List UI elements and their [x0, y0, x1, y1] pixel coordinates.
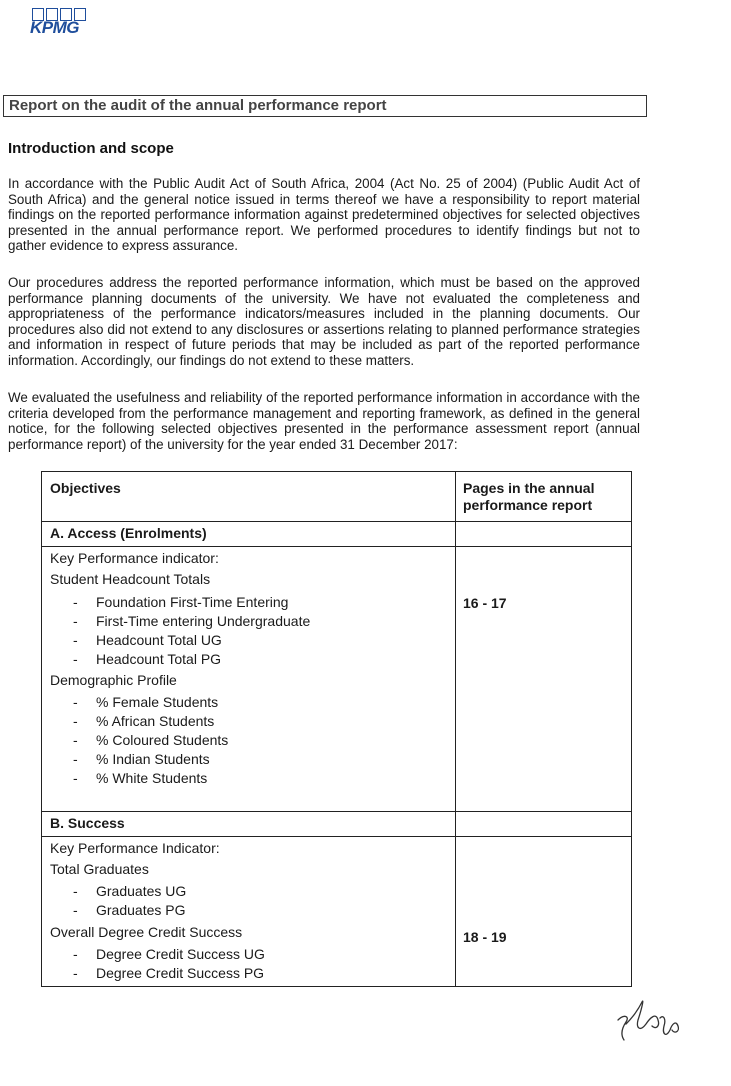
- logo-wordmark: KPMG: [30, 18, 79, 37]
- list-item: Graduates UG: [96, 883, 187, 899]
- paragraph-2: Our procedures address the reported performance information, which must be based on the approved performance planning documents of the university. We have not evaluated the completeness and appropriateness of the performance indicators/measures included in the planning documents. Our procedures also did not extend to any disclosures or assertions relating to planned performance strategies and information in respect of future periods that may be included as part of the reported performance information. Accordingly, our findings do not extend to these matters.: [8, 275, 640, 368]
- list-item: Degree Credit Success PG: [96, 965, 265, 981]
- list-item: % Coloured Students: [96, 732, 229, 748]
- list-item: % White Students: [96, 770, 208, 786]
- kpmg-logo: [30, 6, 90, 37]
- bullet: -: [73, 751, 78, 767]
- row-divider: [42, 811, 631, 812]
- list-item: First-Time entering Undergraduate: [96, 613, 311, 629]
- list-item: Headcount Total PG: [96, 651, 222, 667]
- section-a-group1-title: Student Headcount Totals: [50, 571, 211, 587]
- section-b-group1-title: Total Graduates: [50, 861, 149, 877]
- header-pages-line1: Pages in the annual: [463, 480, 595, 496]
- bullet: -: [73, 902, 78, 918]
- bullet: -: [73, 713, 78, 729]
- bullet: -: [73, 732, 78, 748]
- list-item: Degree Credit Success UG: [96, 946, 265, 962]
- row-divider: [42, 521, 631, 522]
- row-divider: [42, 836, 631, 837]
- bullet: -: [73, 651, 78, 667]
- signature: [612, 990, 692, 1050]
- row-divider: [42, 546, 631, 547]
- section-a-kpi-label: Key Performance indicator:: [50, 550, 219, 566]
- header-pages: [463, 480, 594, 514]
- paragraph-1: In accordance with the Public Audit Act of South Africa, 2004 (Act No. 25 of 2004) (Public Audit Act of South Africa) and the general notice issued in terms thereof we have a responsibility to report material findings on the reported performance information against predetermined objectives for selected objectives presented in the annual performance report. We performed procedures to identify findings but not to gather evidence to express assurance.: [8, 176, 640, 254]
- bullet: -: [73, 965, 78, 981]
- objectives-table: [41, 471, 632, 987]
- bullet: -: [73, 694, 78, 710]
- bullet: -: [73, 946, 78, 962]
- section-b-group2-title: Overall Degree Credit Success: [50, 924, 243, 940]
- list-item: % African Students: [96, 713, 215, 729]
- bullet: -: [73, 594, 78, 610]
- section-b-title: B. Success: [50, 815, 125, 831]
- bullet: -: [73, 883, 78, 899]
- section-a-pages: 16 - 17: [463, 595, 507, 611]
- bullet: -: [73, 632, 78, 648]
- header-pages-line2: performance report: [463, 497, 593, 513]
- report-title: Report on the audit of the annual performance report: [3, 95, 647, 117]
- section-b-kpi-label: Key Performance Indicator:: [50, 840, 220, 856]
- section-b-pages: 18 - 19: [463, 929, 507, 945]
- header-objectives: Objectives: [50, 480, 121, 496]
- section-heading: Introduction and scope: [8, 140, 174, 157]
- list-item: % Female Students: [96, 694, 219, 710]
- list-item: Headcount Total UG: [96, 632, 222, 648]
- list-item: Foundation First-Time Entering: [96, 594, 289, 610]
- list-item: % Indian Students: [96, 751, 210, 767]
- bullet: -: [73, 613, 78, 629]
- list-item: Graduates PG: [96, 902, 186, 918]
- paragraph-3: We evaluated the usefulness and reliability of the reported performance information in accordance with the criteria developed from the performance management and reporting framework, as defined in the general notice, for the following selected objectives presented in the performance assessment report (annual performance report) of the university for the year ended 31 December 2017:: [8, 390, 640, 452]
- bullet: -: [73, 770, 78, 786]
- column-divider: [455, 472, 456, 986]
- section-a-group2-title: Demographic Profile: [50, 672, 177, 688]
- section-a-title: A. Access (Enrolments): [50, 525, 207, 541]
